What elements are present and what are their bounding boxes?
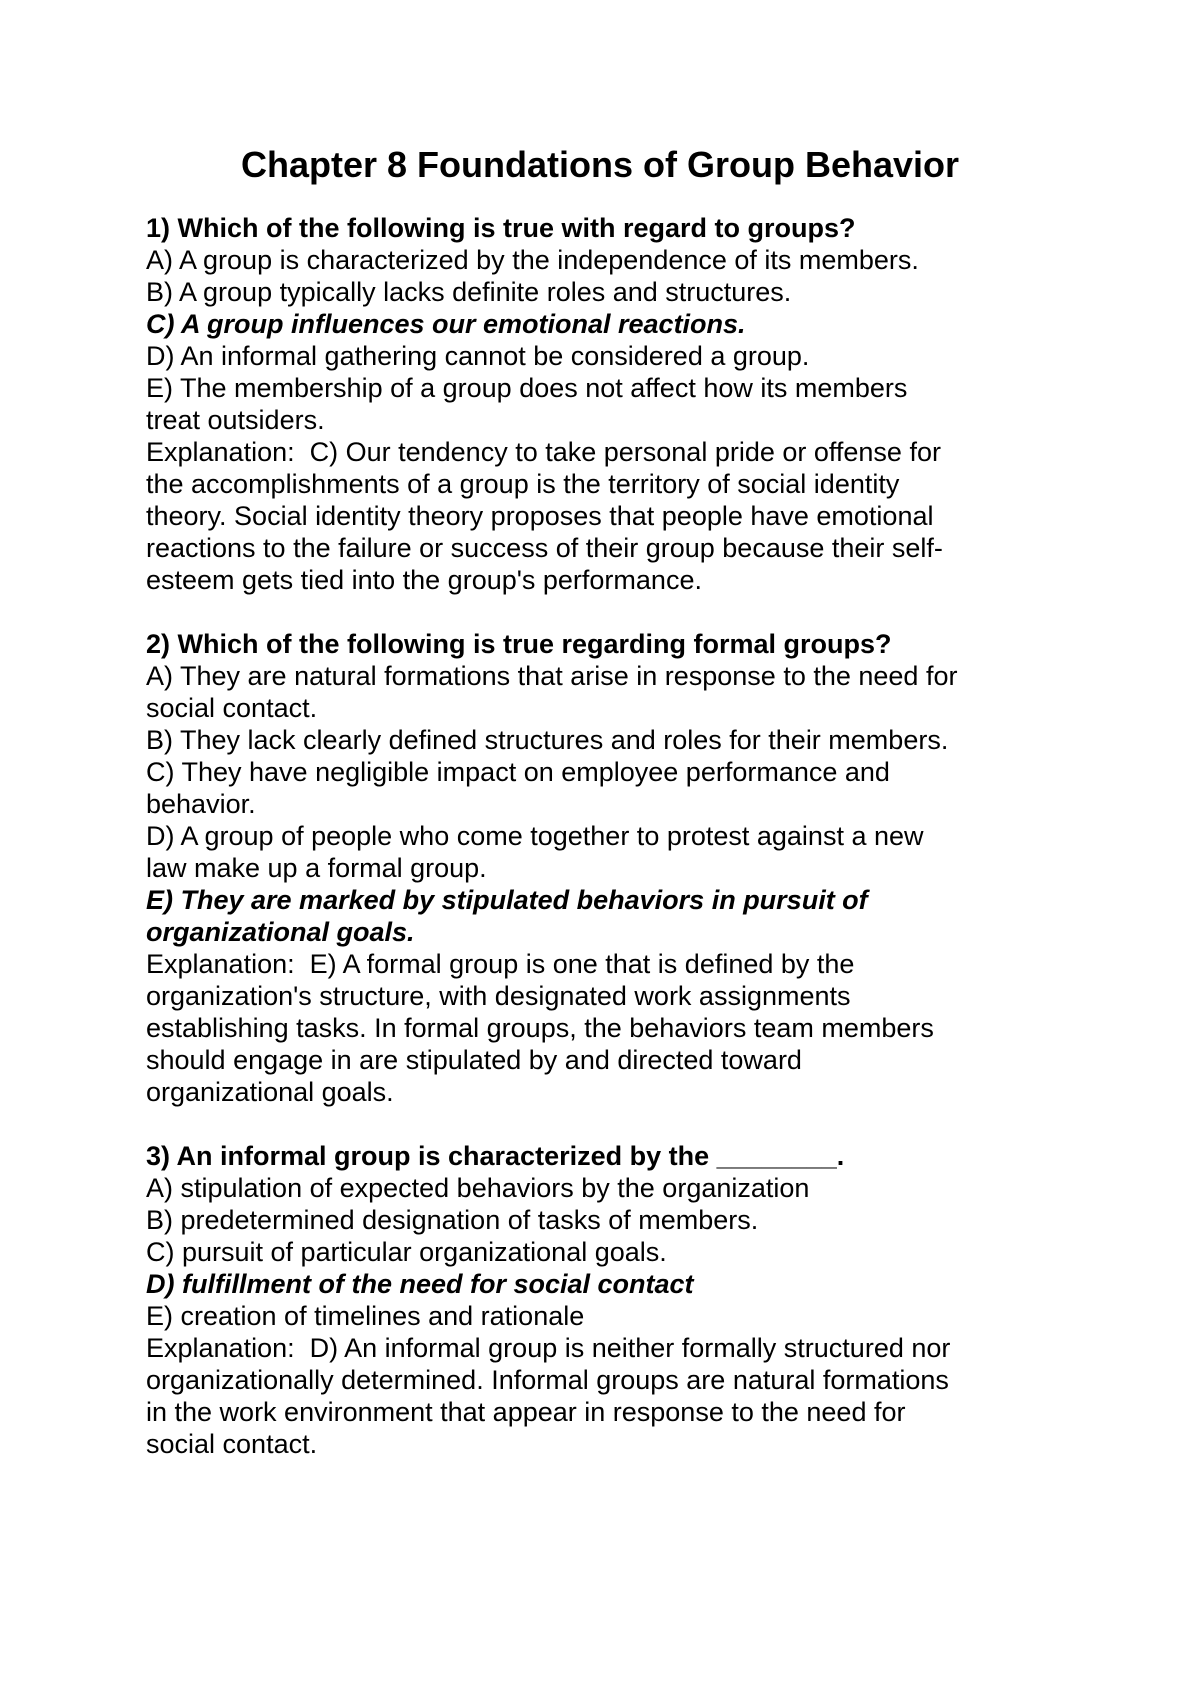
question-block-3 <box>146 1140 1086 1460</box>
explanation-line: the accomplishments of a group is the territory of social identity <box>146 469 900 499</box>
explanation-line: should engage in are stipulated by and directed toward <box>146 1045 802 1075</box>
option-d: D) An informal gathering cannot be considered a group. <box>146 341 810 371</box>
option-a-line-1: A) They are natural formations that arise in response to the need for <box>146 661 958 691</box>
option-e-line-2: treat outsiders. <box>146 405 325 435</box>
option-e-line-1: E) The membership of a group does not affect how its members <box>146 373 908 403</box>
question-text: 1) Which of the following is true with regard to groups? <box>146 213 856 243</box>
correct-option-c: C) A group influences our emotional reactions. <box>146 309 746 339</box>
explanation-line: in the work environment that appear in response to the need for <box>146 1397 906 1427</box>
explanation-line: organization's structure, with designated work assignments <box>146 981 851 1011</box>
question-text: 2) Which of the following is true regarding formal groups? <box>146 629 892 659</box>
document-body <box>146 212 1086 1460</box>
explanation-line: social contact. <box>146 1429 318 1459</box>
correct-option-d: D) fulfillment of the need for social contact <box>146 1269 694 1299</box>
explanation-line: Explanation: D) An informal group is neither formally structured nor <box>146 1333 951 1363</box>
spacer <box>146 1108 1086 1140</box>
question-text: 3) An informal group is characterized by the ________. <box>146 1141 845 1171</box>
explanation-line: organizationally determined. Informal groups are natural formations <box>146 1365 949 1395</box>
option-a: A) A group is characterized by the independence of its members. <box>146 245 919 275</box>
option-d-line-1: D) A group of people who come together to protest against a new <box>146 821 924 851</box>
spacer <box>146 596 1086 628</box>
explanation-line: organizational goals. <box>146 1077 394 1107</box>
explanation-line: theory. Social identity theory proposes that people have emotional <box>146 501 934 531</box>
option-b: B) predetermined designation of tasks of members. <box>146 1205 759 1235</box>
explanation-line: reactions to the failure or success of their group because their self- <box>146 533 943 563</box>
option-c: C) pursuit of particular organizational goals. <box>146 1237 667 1267</box>
correct-option-e-line-1: E) They are marked by stipulated behaviors in pursuit of <box>146 885 868 915</box>
option-b: B) They lack clearly defined structures and roles for their members. <box>146 725 949 755</box>
correct-option-e-line-2: organizational goals. <box>146 917 415 947</box>
explanation-line: establishing tasks. In formal groups, the behaviors team members <box>146 1013 934 1043</box>
question-block-2 <box>146 628 1086 1108</box>
option-c-line-2: behavior. <box>146 789 256 819</box>
question-block-1 <box>146 212 1086 596</box>
explanation-line: esteem gets tied into the group's performance. <box>146 565 702 595</box>
explanation-line: Explanation: C) Our tendency to take personal pride or offense for <box>146 437 941 467</box>
option-a-line-2: social contact. <box>146 693 318 723</box>
option-e: E) creation of timelines and rationale <box>146 1301 585 1331</box>
option-d-line-2: law make up a formal group. <box>146 853 487 883</box>
page-title: Chapter 8 Foundations of Group Behavior <box>240 144 960 185</box>
explanation-line: Explanation: E) A formal group is one that is defined by the <box>146 949 855 979</box>
option-b: B) A group typically lacks definite roles and structures. <box>146 277 792 307</box>
option-a: A) stipulation of expected behaviors by the organization <box>146 1173 810 1203</box>
option-c-line-1: C) They have negligible impact on employee performance and <box>146 757 890 787</box>
